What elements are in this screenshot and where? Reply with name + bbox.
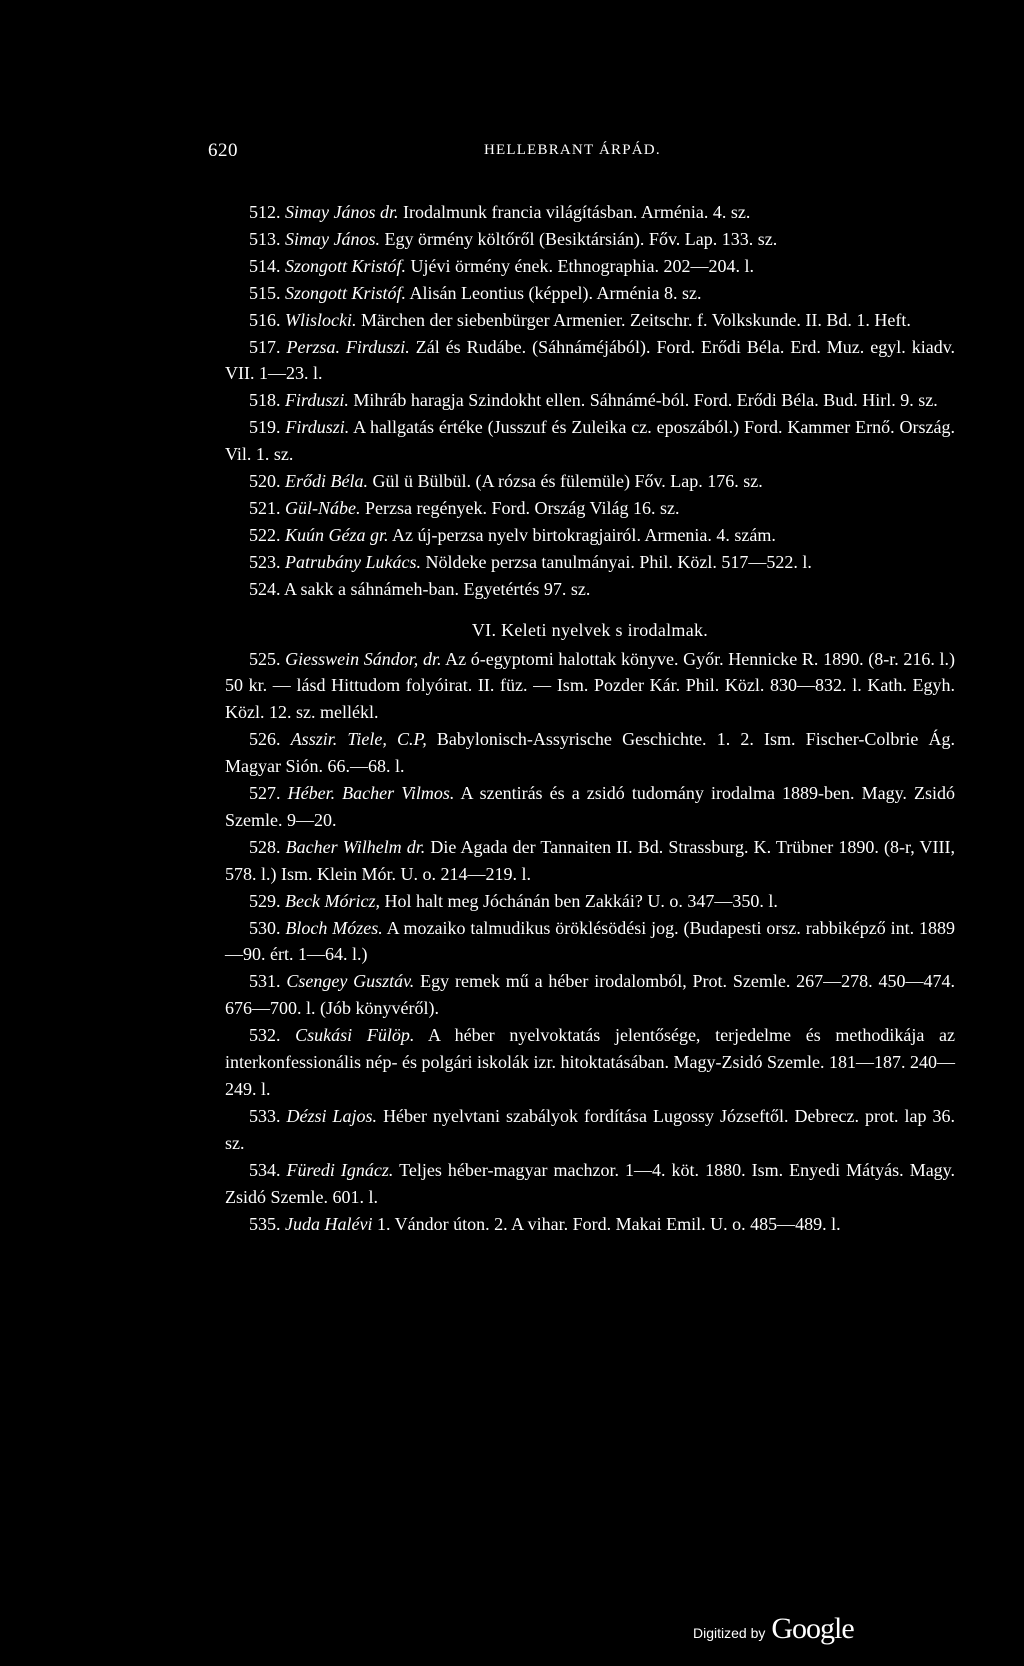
entry-text: Egy remek mű a héber irodalomból, Prot. Szemle. 267—278. 450—474. 676—700. l. (Jób könyvéről). [225, 971, 955, 1019]
entries-group-b [225, 646, 955, 1238]
bibliography-entry [225, 576, 955, 603]
entry-number: 517. [249, 336, 281, 357]
entry-text: Egy örmény költőről (Besiktársián). Főv. Lap. 133. sz. [384, 228, 778, 249]
entry-author: Asszir. Tiele, C.P, [290, 729, 427, 750]
entry-number: 534. [249, 1159, 281, 1180]
entry-text: Nöldeke perzsa tanulmányai. Phil. Közl. 517—522. l. [425, 551, 812, 572]
entry-author: Firduszi. [285, 417, 350, 438]
entry-author: Szongott Kristóf. [285, 255, 407, 276]
entry-number: 513. [249, 228, 281, 249]
entry-text: Teljes héber-magyar machzor. 1—4. köt. 1880. Ism. Enyedi Mátyás. Magy. Zsidó Szemle. 601. l. [225, 1159, 956, 1207]
entry-text: 1. Vándor úton. 2. A vihar. Ford. Makai Emil. U. o. 485—489. l. [376, 1213, 841, 1234]
entry-number: 514. [249, 255, 281, 276]
bibliography-entry [225, 414, 955, 468]
digitized-by-label: Digitized by [693, 1625, 766, 1641]
bibliography-entry [225, 549, 955, 576]
entry-author: Csukási Fülöp. [295, 1025, 415, 1046]
bibliography-entry [225, 646, 955, 727]
entry-number: 518. [249, 390, 281, 411]
bibliography-entry [225, 495, 955, 522]
entry-text: A mozaiko talmudikus öröklésödési jog. (Budapesti orsz. rabbiképző int. 1889—90. ért. 1—64. l.) [225, 917, 955, 965]
entry-author: Erődi Béla. [285, 471, 368, 492]
entries-group-a [225, 199, 955, 603]
entry-number: 535. [249, 1213, 281, 1234]
bibliography-entry [225, 726, 955, 780]
bibliography-entry [225, 280, 955, 307]
bibliography-entry [225, 915, 955, 969]
entry-author: Simay János. [285, 228, 380, 249]
entry-text: Gül ü Bülbül. (A rózsa és fülemüle) Főv. Lap. 176. sz. [372, 471, 763, 492]
digitized-by-watermark [693, 1612, 854, 1646]
entry-author: Wlislocki. [285, 309, 357, 330]
entry-author: Perzsa. Firduszi. [286, 336, 410, 357]
entry-author: Patrubány Lukács. [285, 551, 421, 572]
entry-author: Bacher Wilhelm dr. [285, 836, 426, 857]
entry-author: Gül-Nábe. [285, 497, 361, 518]
bibliography-entry [225, 334, 955, 388]
entry-text: A héber nyelvoktatás jelentősége, terjedelme és methodikája az interkonfessionális nép- és polgári iskolák izr. hitoktatásában. Magy-Zsidó Szemle. 181—187. 240—249. l. [225, 1025, 955, 1099]
entry-text: Irodalmunk francia világításban. Arménia. 4. sz. [403, 202, 751, 222]
entry-author: Beck Móricz, [285, 890, 380, 911]
entry-author: Giesswein Sándor, dr. [285, 648, 442, 669]
entry-number: 532. [249, 1025, 281, 1046]
entry-author: Csengey Gusztáv. [286, 971, 415, 992]
entry-author: Kuún Géza gr. [285, 524, 389, 545]
entry-number: 512. [249, 202, 281, 222]
entry-text: Perzsa regények. Ford. Ország Világ 16. sz. [365, 497, 680, 518]
bibliography-entry [225, 780, 955, 834]
bibliography-entry [225, 834, 955, 888]
entry-text: A sakk a sáhnámeh-ban. Egyetértés 97. sz. [284, 578, 591, 599]
entry-text: Alisán Leontius (képpel). Arménia 8. sz. [409, 282, 702, 303]
bibliography-entry [225, 199, 955, 226]
entry-author: Füredi Ignácz. [286, 1159, 394, 1180]
bibliography-entry [225, 253, 955, 280]
section-heading: VI. Keleti nyelvek s irodalmak. [471, 619, 709, 640]
entry-number: 526. [249, 729, 281, 750]
running-head: HELLEBRANT ÁRPÁD. [484, 142, 661, 158]
entry-number: 524. [249, 578, 281, 599]
entry-number: 533. [249, 1105, 281, 1126]
entry-number: 515. [249, 282, 281, 303]
entry-number: 519. [249, 417, 281, 438]
bibliography-entry [225, 1157, 955, 1211]
entry-author: Firduszi. [285, 390, 349, 411]
bibliography-entry [225, 1103, 955, 1157]
entry-number: 516. [249, 309, 281, 330]
bibliography-entry [225, 307, 955, 334]
bibliography-entry [225, 1211, 955, 1238]
entry-number: 520. [249, 471, 281, 492]
entry-number: 525. [249, 648, 281, 669]
entry-text: Ujévi örmény ének. Ethnographia. 202—204. l. [410, 255, 754, 276]
bibliography-entry [225, 888, 955, 915]
entry-text: Mihráb haragja Szindokht ellen. Sáhnámé-ból. Ford. Erődi Béla. Bud. Hirl. 9. sz. [353, 390, 938, 411]
entry-text: Babylonisch-Assyrische Geschichte. 1. 2. Ism. Fischer-Colbrie Ág. Magyar Sión. 66.—68. l. [225, 729, 956, 777]
entry-text: Märchen der siebenbürger Armenier. Zeitschr. f. Volkskunde. II. Bd. 1. Heft. [360, 309, 911, 330]
bibliography-entry [225, 968, 955, 1022]
bibliography-entry [225, 468, 955, 495]
entry-text: A hallgatás értéke (Jusszuf és Zuleika cz. eposzából.) Ford. Kammer Ernő. Ország. Vil. 1. sz. [225, 417, 956, 465]
entry-text: Die Agada der Tannaiten II. Bd. Strassburg. K. Trübner 1890. (8-r, VIII, 578. l.) Ism. Klein Mór. U. o. 214—219. l. [225, 836, 956, 884]
entry-text: A szentirás és a zsidó tudomány irodalma 1889-ben. Magy. Zsidó Szemle. 9—20. [225, 783, 956, 830]
entry-number: 521. [249, 497, 281, 518]
entry-number: 522. [249, 524, 281, 545]
bibliography-entry [225, 522, 955, 549]
entry-number: 528. [249, 836, 281, 857]
bibliography-text [225, 199, 955, 1237]
entry-number: 527. [249, 783, 281, 804]
bibliography-entry [225, 387, 955, 414]
entry-author: Szongott Kristóf. [285, 282, 407, 303]
entry-text: Héber nyelvtani szabályok fordítása Lugossy Józseftől. Debrecz. prot. lap 36. sz. [225, 1105, 956, 1153]
entry-author: Simay János dr. [285, 202, 399, 222]
entry-number: 531. [249, 971, 281, 992]
entry-author: Juda Halévi [285, 1213, 373, 1234]
entry-number: 530. [249, 917, 281, 938]
entry-author: Héber. Bacher Vilmos. [287, 783, 455, 804]
entry-number: 529. [249, 890, 281, 911]
entry-text: Az új-perzsa nyelv birtokragjairól. Armenia. 4. szám. [392, 524, 776, 545]
entry-text: Zál és Rudábe. (Sáhnáméjából). Ford. Erődi Béla. Erd. Muz. egyl. kiadv. VII. 1—23. l. [225, 336, 956, 384]
entry-text: Az ó-egyptomi halottak könyve. Győr. Hennicke R. 1890. (8-r. 216. l.) 50 kr. — lásd Hittudom folyóirat. II. füz. — Ism. Pozder Kár. Phil. Közl. 830—832. l. Kath. Egyh. Közl. 12. sz. mellékl. [225, 648, 956, 723]
page-header [0, 140, 1024, 166]
entry-number: 523. [249, 551, 281, 572]
entry-author: Dézsi Lajos. [286, 1105, 378, 1126]
entry-author: Bloch Mózes. [285, 917, 383, 938]
bibliography-entry [225, 226, 955, 253]
google-logo: Google [771, 1612, 854, 1645]
bibliography-entry [225, 1022, 955, 1103]
page-number: 620 [208, 140, 238, 161]
entry-text: Hol halt meg Jóchánán ben Zakkái? U. o. 347—350. l. [384, 890, 778, 911]
